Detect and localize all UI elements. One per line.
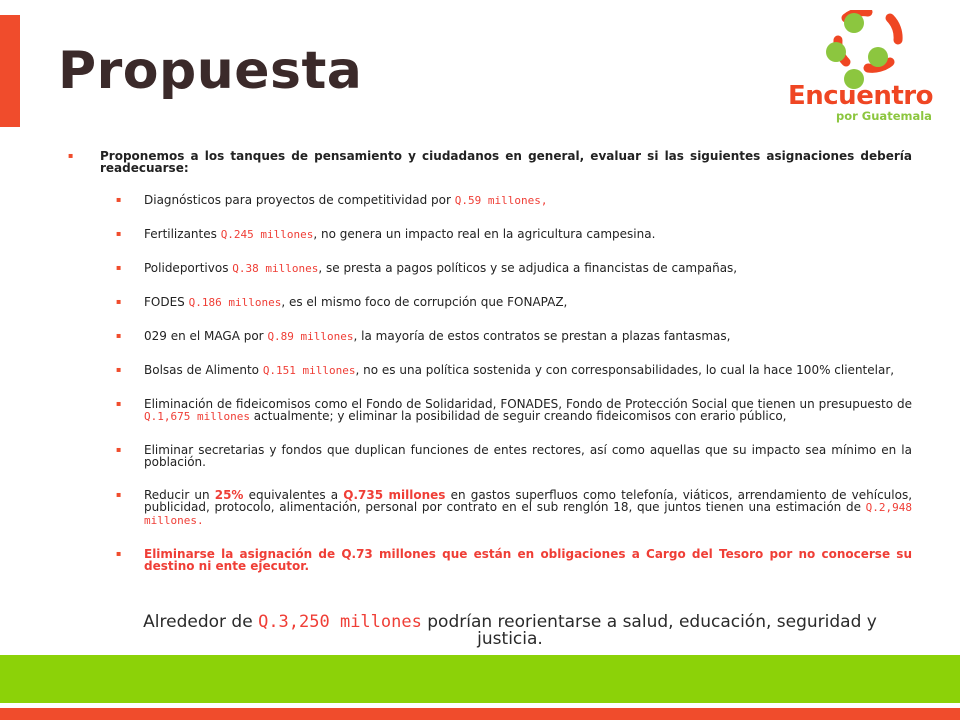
intro-text: Proponemos a los tanques de pensamiento y ciudadanos en general, evaluar si las siguientes asignaciones debería readecuarse: [100,149,912,175]
item-text: Bolsas de Alimento [144,363,263,377]
list-item [62,444,912,468]
item-amount: Q.89 millones [267,330,354,343]
item-text: Eliminarse la asignación de Q.73 millones que están en obligaciones a Cargo del Tesoro por no conocerse su destino ni ente ejecutor. [144,547,912,573]
summary-text: podrían reorientarse a salud, educación, seguridad y justicia. [421,612,877,649]
list-item [62,296,912,309]
item-amount: Q.59 millones, [454,194,548,207]
list-item [62,364,912,377]
bullet-icon: ▪ [116,263,122,272]
item-text: equivalentes a [243,488,344,502]
slide-content [62,150,912,593]
logo-ring-icon [826,12,898,89]
bullet-icon: ▪ [68,151,74,160]
item-text: , se presta a pagos políticos y se adjudica a financistas de campañas, [318,261,738,275]
list-item [62,194,912,207]
summary-amount: Q.3,250 millones [258,612,422,632]
summary-statement [130,614,890,648]
item-amount: Q.186 millones [188,296,282,309]
bullet-icon: ▪ [116,399,122,408]
item-text: FODES [144,295,189,309]
item-text: Polideportivos [144,261,233,275]
item-text: , es el mismo foco de corrupción que FONAPAZ, [281,295,568,309]
bullet-icon: ▪ [116,365,122,374]
item-percent: 25% [214,488,244,502]
item-amount: Q.151 millones [262,364,356,377]
list-item [62,262,912,275]
list-item [62,489,912,527]
item-amount: Q.245 millones [220,228,314,241]
item-text: Diagnósticos para proyectos de competitividad por [144,193,455,207]
item-text: , la mayoría de estos contratos se prestan a plazas fantasmas, [353,329,731,343]
intro-paragraph [62,150,912,174]
bullet-icon: ▪ [116,195,122,204]
item-amount: Q.38 millones [232,262,319,275]
item-amount: Q.1,675 millones [144,410,250,423]
list-item [62,548,912,572]
left-accent-bar [0,15,20,127]
slide-title: Propuesta [58,41,363,101]
logo-tagline: por Guatemala [836,109,932,123]
logo-name: Encuentro [788,81,933,111]
bullet-icon: ▪ [116,331,122,340]
list-item [62,398,912,423]
item-text: Reducir un [144,488,215,502]
item-text: en gastos superfluos como telefonía, viáticos, arrendamiento de vehículos, publicidad, protocolo, alimentación, personal por contrato en el sub renglón 18, que juntos tienen una estimación de [144,488,913,514]
bullet-icon: ▪ [116,445,122,454]
item-amount: Q.735 millones [343,488,446,502]
list-item [62,228,912,241]
bullet-icon: ▪ [116,229,122,238]
footer-green-band [0,655,960,703]
item-text: Eliminar secretarias y fondos que duplican funciones de entes rectores, así como aquellas que su impacto sea mínimo en la población. [144,443,912,469]
bullet-icon: ▪ [116,297,122,306]
summary-text: Alrededor de [143,612,259,632]
footer-orange-band [0,708,960,720]
item-amount: Q.2,948 millones. [144,501,912,527]
item-text: , no genera un impacto real en la agricultura campesina. [313,227,656,241]
list-item [62,330,912,343]
item-text: Fertilizantes [144,227,221,241]
allocation-list [62,194,912,572]
bullet-icon: ▪ [116,549,122,558]
item-text: Eliminación de fideicomisos como el Fondo de Solidaridad, FONADES, Fondo de Protección Social que tienen un presupuesto de [144,397,912,411]
bullet-icon: ▪ [116,490,122,499]
item-text: 029 en el MAGA por [144,329,268,343]
item-text: , no es una política sostenida y con corresponsabilidades, lo cual la hace 100% clientelar, [355,363,895,377]
item-text: actualmente; y eliminar la posibilidad de seguir creando fideicomisos con erario público, [249,409,787,423]
